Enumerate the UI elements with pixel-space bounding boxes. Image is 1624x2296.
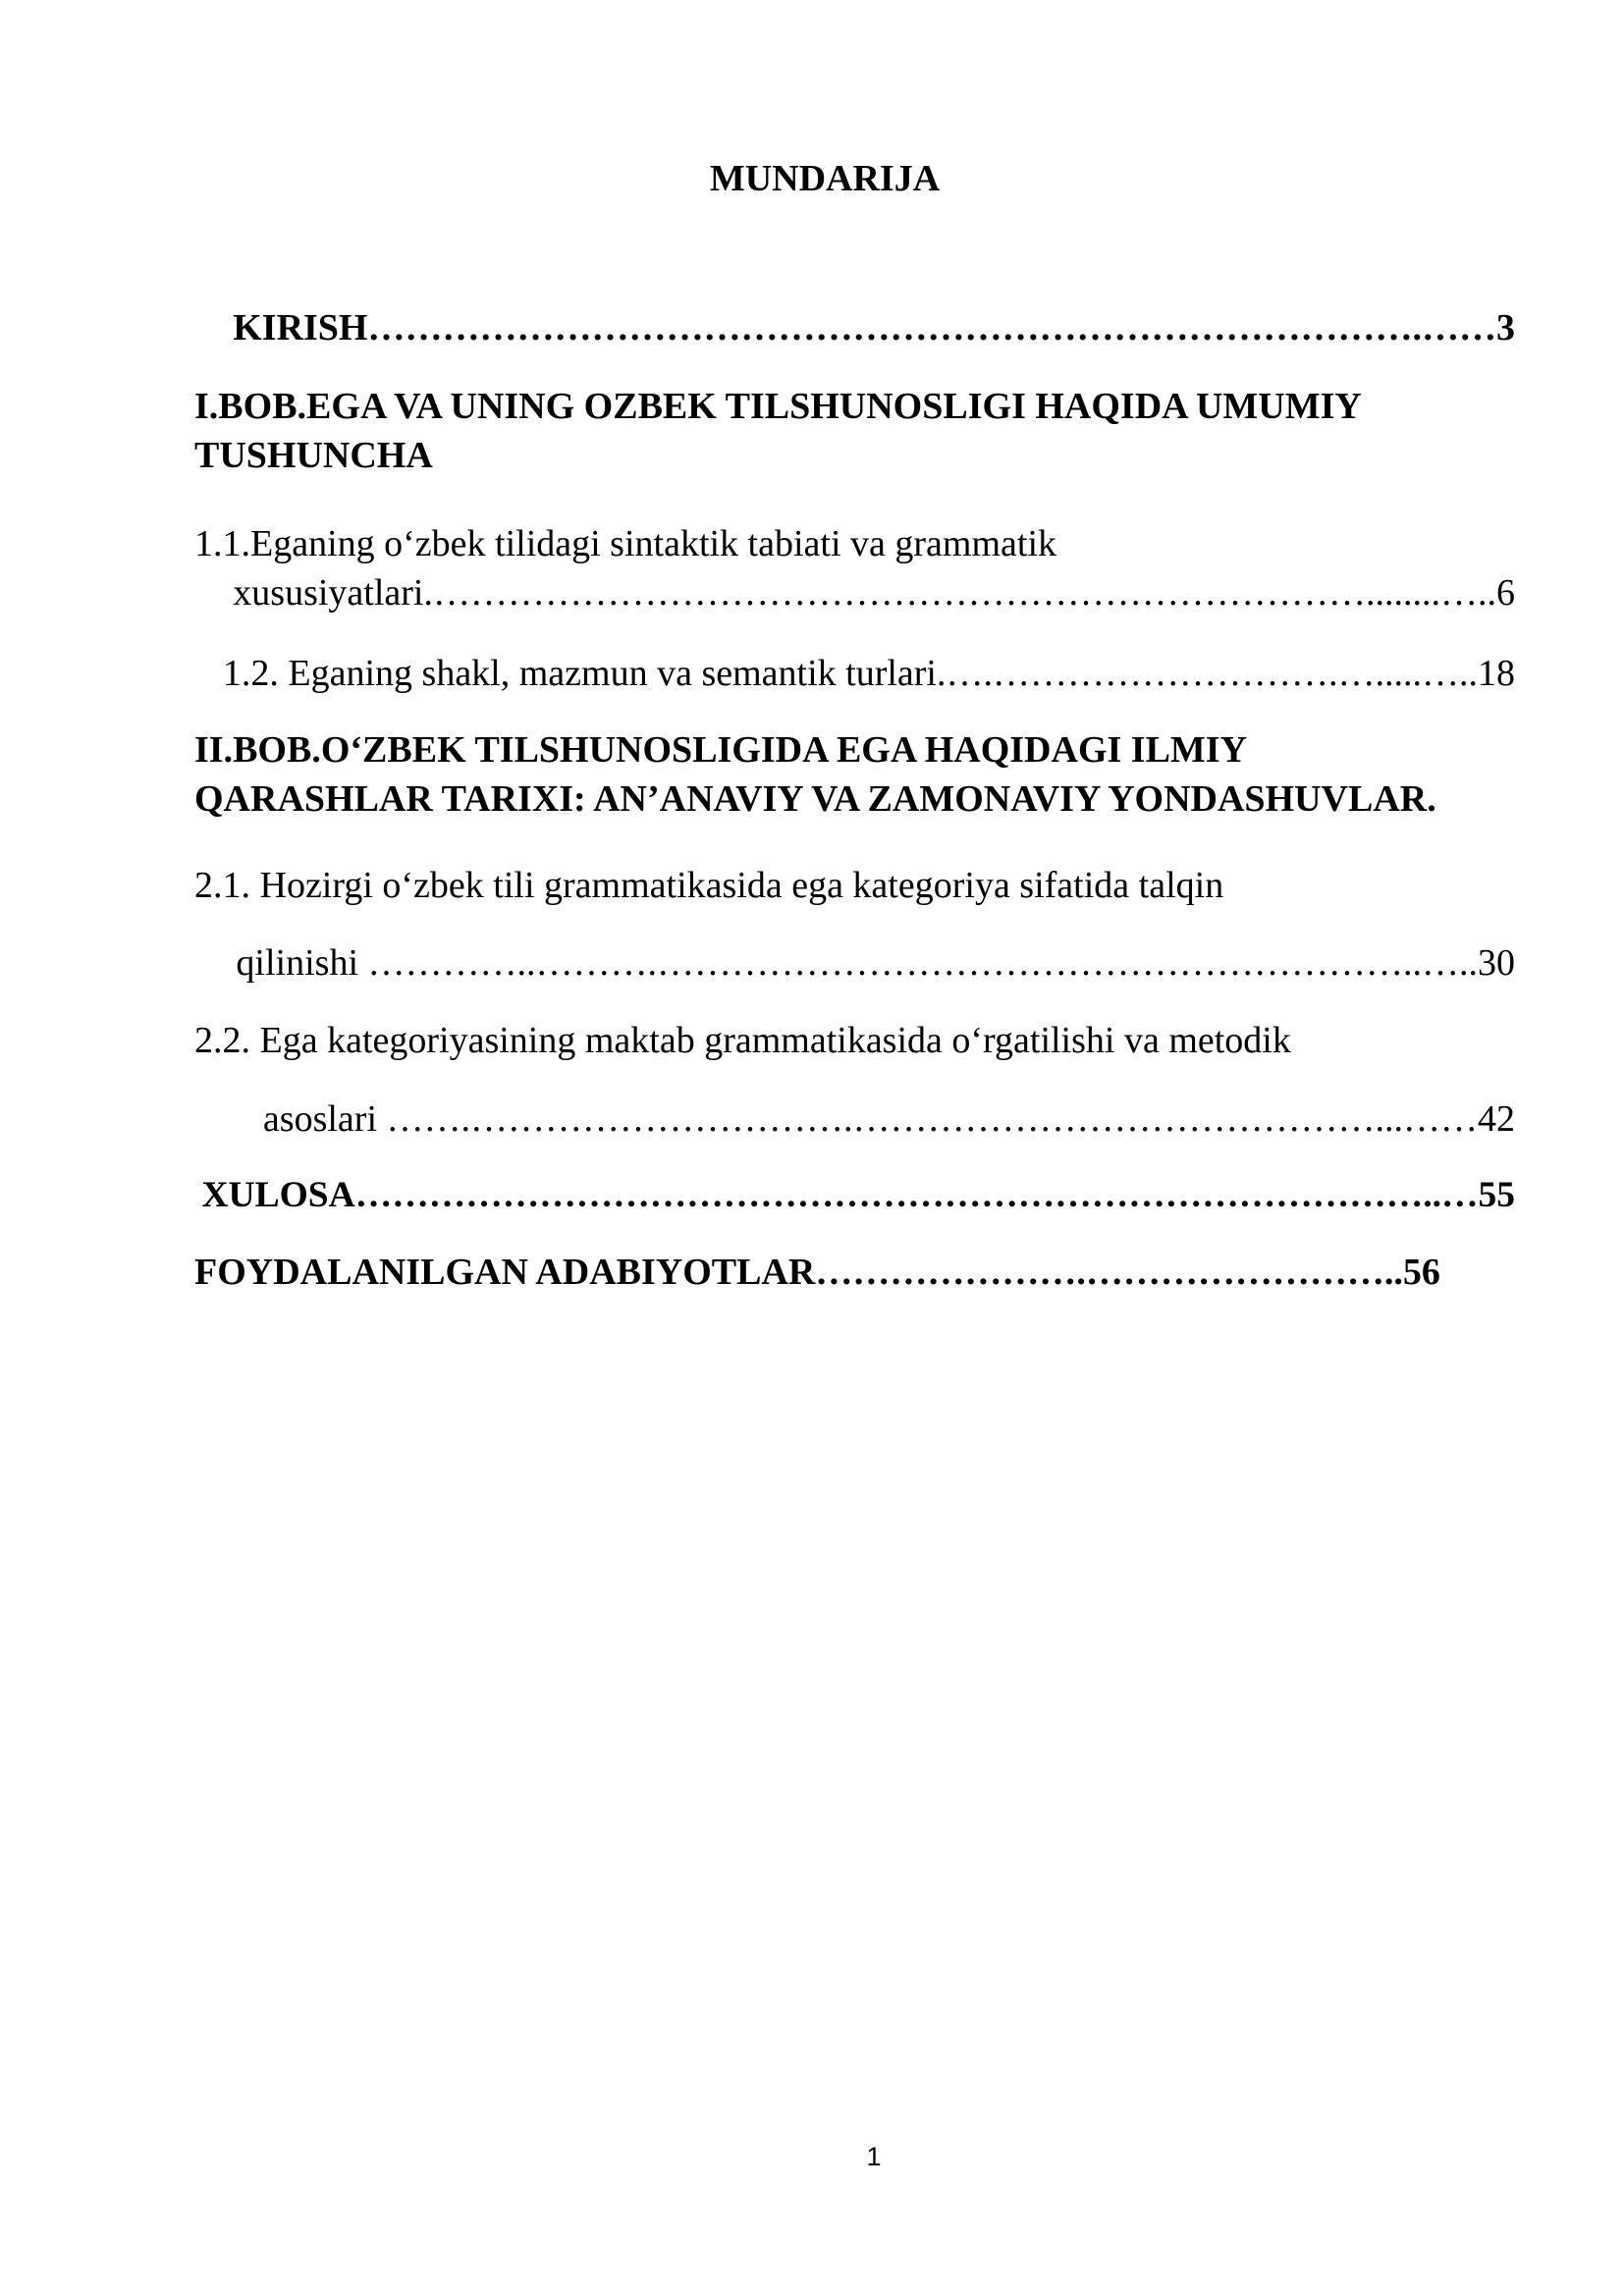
toc-entry-1-1-line-1[interactable]: 1.1.Eganing o‘zbek tilidagi sintaktik tabiati va grammatik: [194, 523, 1057, 564]
toc-entry-chapter-1-line-2[interactable]: TUSHUNCHA: [194, 435, 433, 476]
toc-entry-2-2-line-1[interactable]: 2.2. Ega kategoriyasining maktab grammatikasida o‘rgatilishi va metodik: [194, 1020, 1291, 1061]
toc-entry-2-1-line-1[interactable]: 2.1. Hozirgi o‘zbek tili grammatikasida ega kategoriya sifatida talqin: [194, 865, 1224, 906]
toc-entry-2-2-line-2[interactable]: asoslari …….………………………….……………………………………...……42: [262, 1098, 1515, 1140]
toc-entry-chapter-2-line-1[interactable]: II.BOB.O‘ZBEK TILSHUNOSLIGIDA EGA HAQIDAGI ILMIY: [194, 729, 1248, 771]
toc-entry-2-1-line-2[interactable]: qilinishi …………..……….……………………………………………………..…..30: [236, 942, 1515, 984]
page-title: MUNDARIJA: [709, 158, 941, 199]
toc-entry-chapter-2-line-2[interactable]: QARASHLAR TARIXI: AN’ANAVIY VA ZAMONAVIY YONDASHUVLAR.: [194, 778, 1436, 820]
toc-entry-xulosa[interactable]: XULOSA……………………………………………………………………………..…55: [201, 1175, 1515, 1215]
toc-entry-1-1-line-2[interactable]: xususiyatlari.…………………………………………………………………........…..6: [233, 572, 1515, 614]
page-number: 1: [866, 2142, 882, 2171]
toc-entry-chapter-1-line-1[interactable]: I.BOB.EGA VA UNING OZBEK TILSHUNOSLIGI HAQIDA UMUMIY: [194, 386, 1362, 427]
toc-entry-bibliography[interactable]: FOYDALANILGAN ADABIYOTLAR………………….……………………..56: [194, 1252, 1440, 1293]
toc-entry-1-2[interactable]: 1.2. Eganing shakl, mazmun va semantik turlari.….……………………….….....…..18: [222, 653, 1515, 694]
toc-entry-kirish[interactable]: KIRISH………………………………………………………………………….……3: [233, 307, 1515, 348]
